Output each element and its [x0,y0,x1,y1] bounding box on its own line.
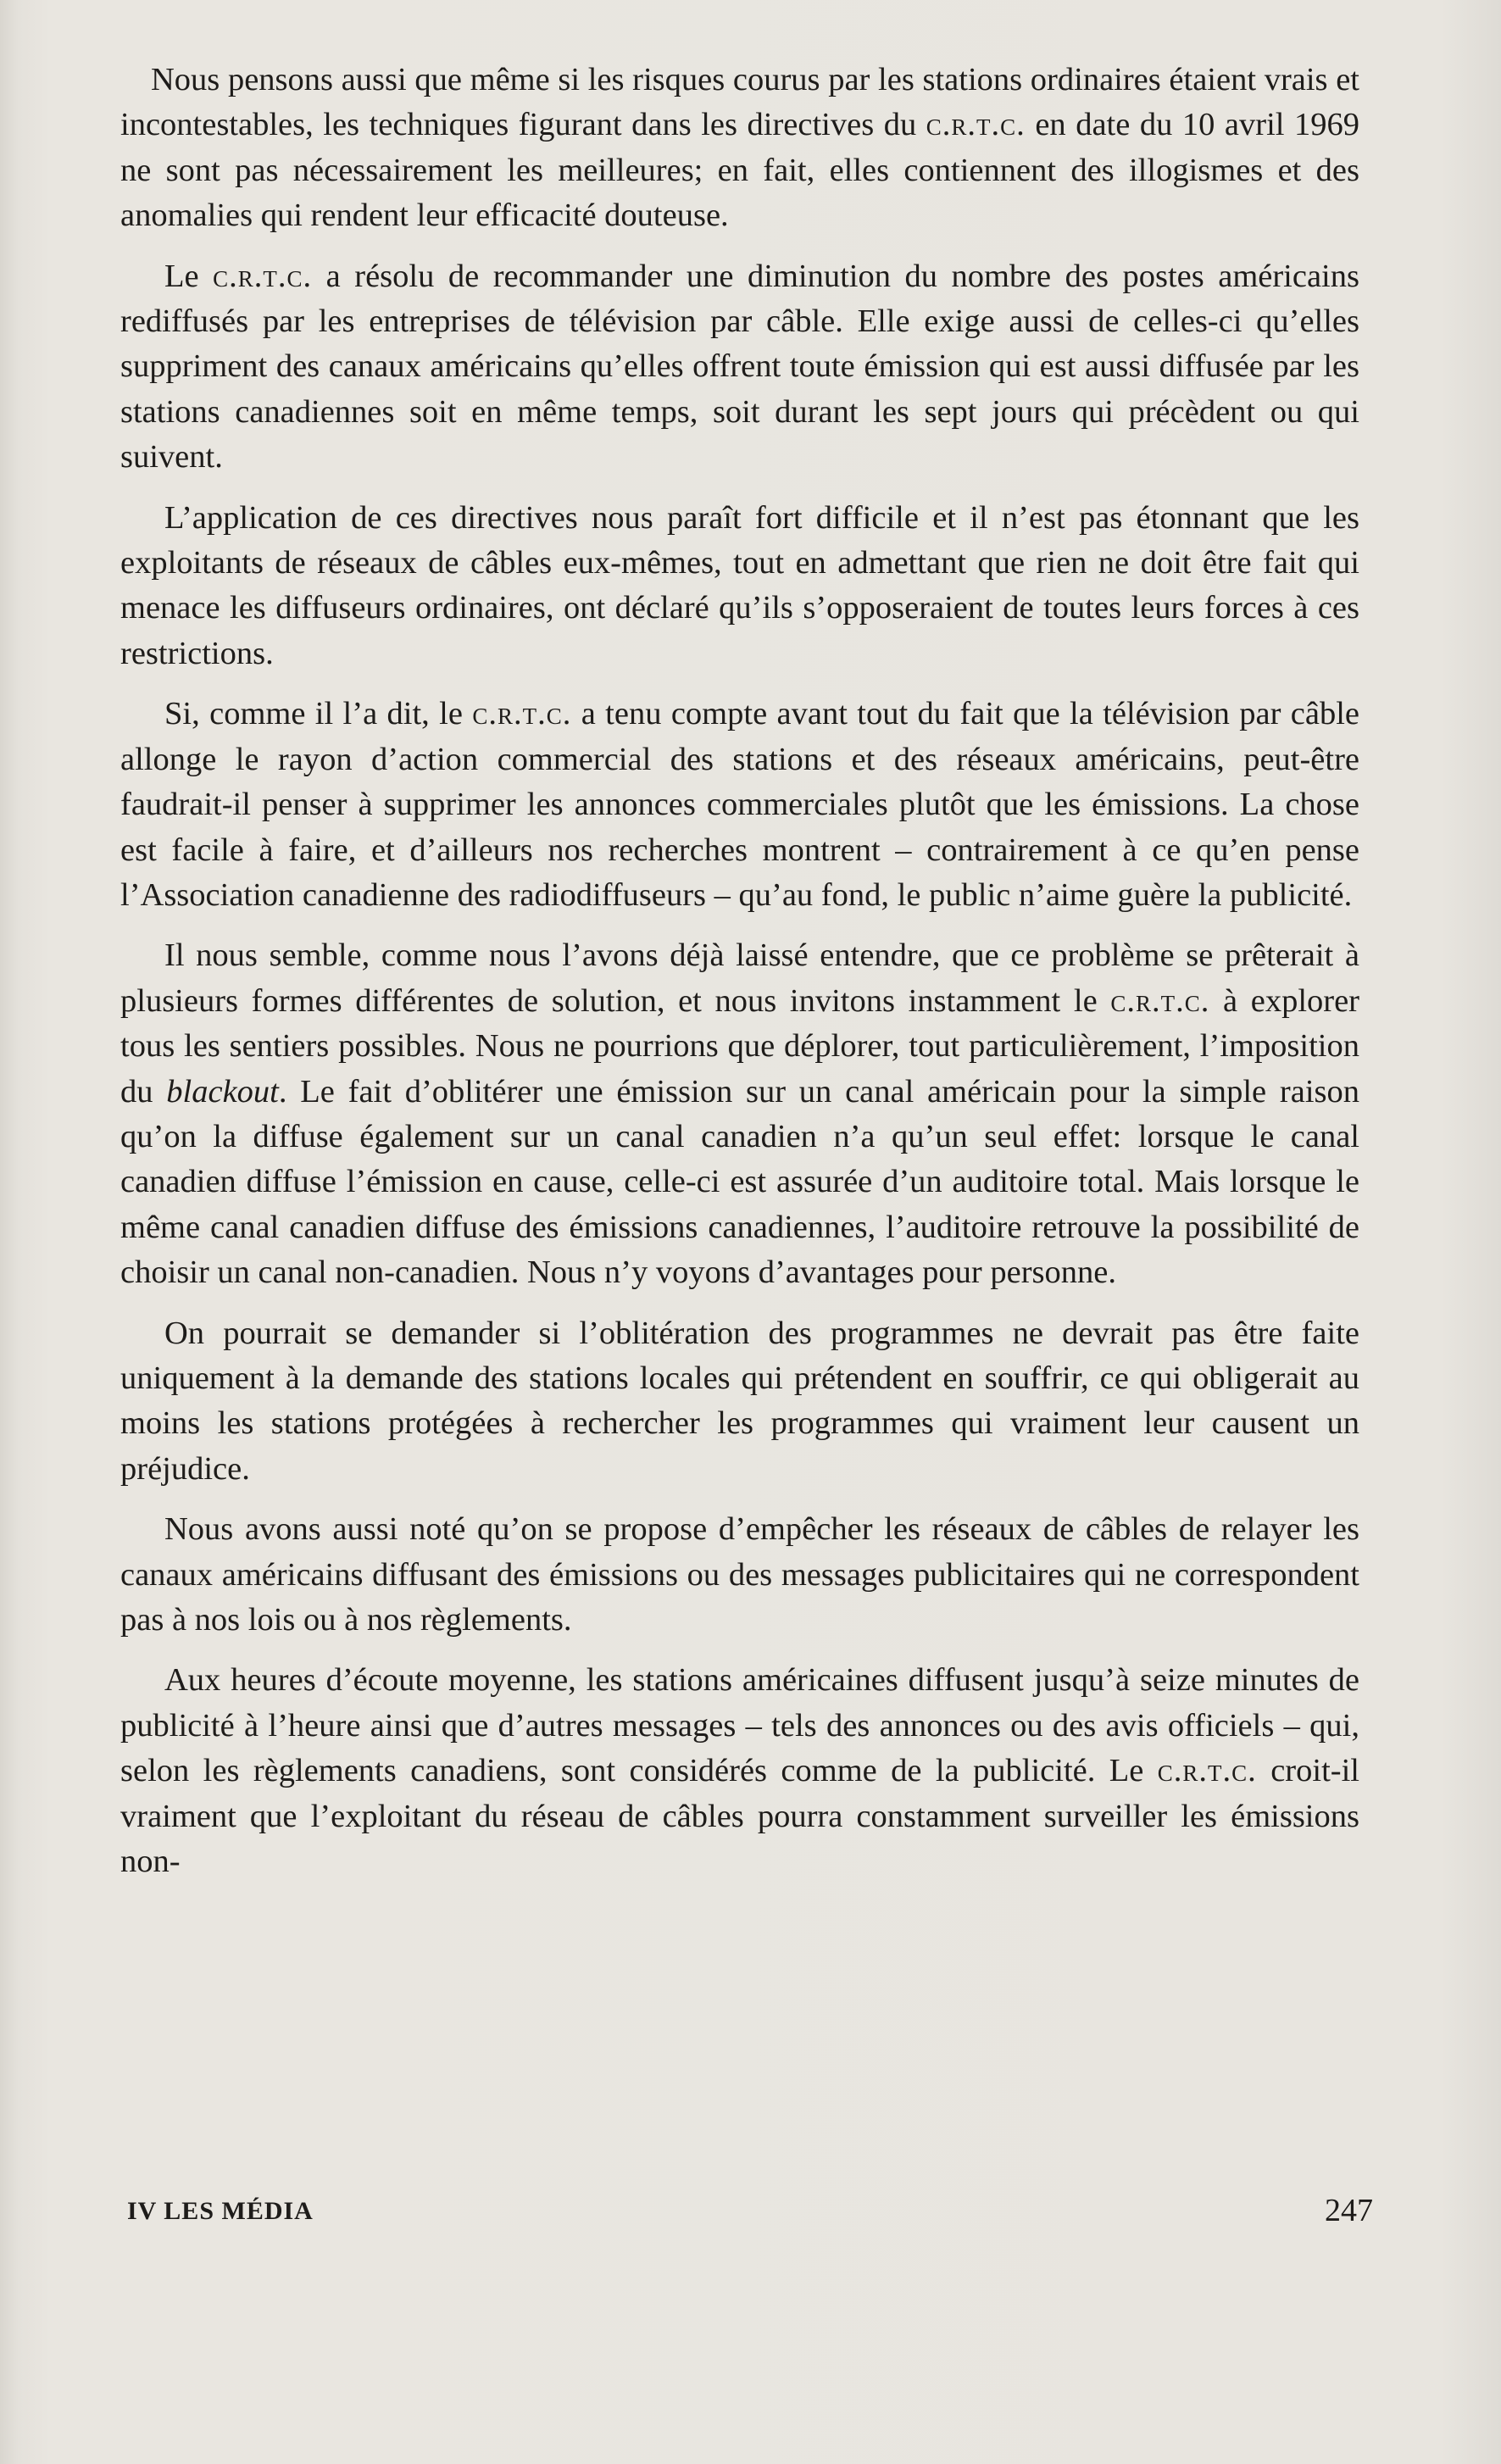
italic-term: blackout [166,1073,279,1110]
text-segment: a tenu compte avant tout du fait que la télévision par câble allonge le rayon d’action commercial des stations et des réseaux américains, peut-être faudrait-il penser à supprimer les annonces commerciales plutôt que les émissions. La chose est facile à faire, et d’ailleurs nos recherches montrent – contrairement à ce qu’en pense l’Association canadienne des radiodiffuseurs – qu’au fond, le public n’aime guère la publicité. [120,696,1359,913]
crtc-abbreviation: c.r.t.c. [1157,1753,1257,1789]
body-text [120,58,1359,1899]
running-footer-section: IV LES MÉDIA [127,2197,314,2225]
text-segment: Le [164,258,214,294]
text-segment: L’application de ces directives nous paraît fort difficile et il n’est pas étonnant que les exploitants de réseaux de câbles eux-mêmes, tout en admettant que rien ne doit être fait qui menace les diffuseurs ordinaires, ont déclaré qu’ils s’opposeraient de toutes leurs forces à ces restrictions. [120,499,1359,671]
text-segment: Si, comme il l’a dit, le [164,696,473,732]
paragraph-8 [120,1658,1359,1884]
text-segment: Aux heures d’écoute moyenne, les stations américaines diffusent jusqu’à seize minutes de publicité à l’heure ainsi que d’autres messages – tels des annonces ou des avis officiels – qui, selon les règlements canadiens, sont considérés comme de la publicité. Le [120,1662,1359,1789]
paragraph-2 [120,254,1359,481]
text-segment: Nous avons aussi noté qu’on se propose d’empêcher les réseaux de câbles de relayer les canaux américains diffusant des émissions ou des messages publicitaires qui ne correspondent pas à nos lois ou à nos règlements. [120,1511,1359,1638]
crtc-abbreviation: c.r.t.c. [472,696,572,732]
text-segment: Nous pensons aussi que même si les risques courus par les stations ordinaires étaient vrais et incontestables, les techniques figurant dans les directives du [120,62,1359,143]
text-segment: en date du 10 avril 1969 ne sont pas nécessairement les meilleures; en fait, elles contiennent des illogismes et des anomalies qui rendent leur efficacité douteuse. [120,107,1359,234]
text-segment: . Le fait d’oblitérer une émission sur un canal américain pour la simple raison qu’on la diffuse également sur un canal canadien n’a qu’un seul effet: lorsque le canal canadien diffuse l’émission en cause, celle-ci est assurée d’un auditoire total. Mais lorsque le même canal canadien diffuse des émissions canadiennes, l’auditoire retrouve la possibilité de choisir un canal non-canadien. Nous n’y voyons d’avantages pour personne. [120,1073,1360,1291]
paragraph-3 [120,496,1359,677]
text-segment: On pourrait se demander si l’oblitération des programmes ne devrait pas être faite uniquement à la demande des stations locales qui prétendent en souffrir, ce qui obligerait au moins les stations protégées à rechercher les programmes qui vraiment leur causent un préjudice. [120,1315,1359,1487]
page-number: 247 [1325,2193,1373,2228]
paragraph-5 [120,933,1359,1295]
paragraph-1 [120,58,1359,239]
text-segment: a résolu de recommander une diminution du nombre des postes américains rediffusés par les entreprises de télévision par câble. Elle exige aussi de celles-ci qu’elles suppriment des canaux américains qu’elles offrent toute émission qui est aussi diffusée par les stations canadiennes soit en même temps, soit durant les sept jours qui précèdent ou qui suivent. [120,258,1359,476]
paragraph-6 [120,1311,1359,1493]
paragraph-4 [120,692,1359,918]
page-footer [127,2192,1373,2243]
paragraph-7 [120,1507,1359,1643]
text-segment: croit-il vraiment que l’exploitant du réseau de câbles pourra constamment surveiller les émissions non- [120,1753,1359,1880]
text-segment: à explorer tous les sentiers possibles. Nous ne pourrions que déplorer, tout particulièrement, l’imposition du [120,982,1359,1110]
text-segment: Il nous semble, comme nous l’avons déjà laissé entendre, que ce problème se prêterait à plusieurs formes différentes de solution, et nous invitons instamment le [120,937,1359,1019]
crtc-abbreviation: c.r.t.c. [926,107,1026,143]
crtc-abbreviation: c.r.t.c. [213,258,313,294]
crtc-abbreviation: c.r.t.c. [1110,982,1210,1019]
